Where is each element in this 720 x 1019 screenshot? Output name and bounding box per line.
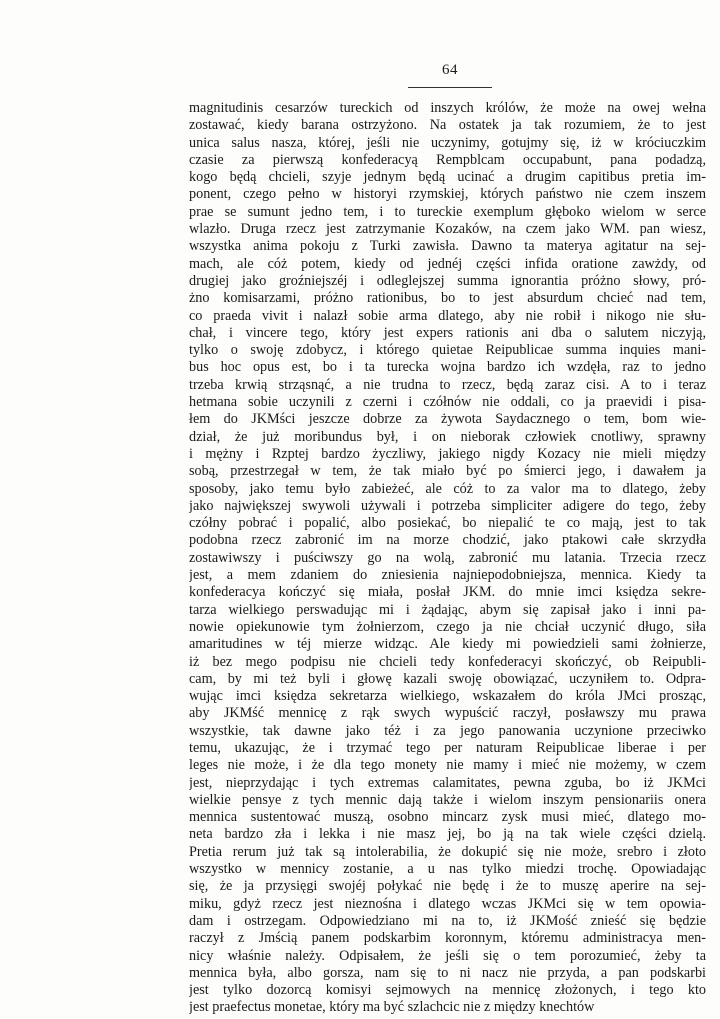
text-line: i mężny i Rzptej bardzo życzliwy, jakiego nigdy Kozacy nie mieli między xyxy=(189,445,706,462)
text-line: czółny pobrać i popalić, albo posiekać, bo niepalić te co mają, jest to tak xyxy=(189,515,706,532)
text-line: jest praefectus monetae, który ma być szlachcic nie z między knechtów xyxy=(189,999,595,1016)
page-number: 64 xyxy=(442,62,458,78)
text-line: zostawać, kiedy barana ostrzyżono. Na ostatek ja tak rozumiem, że to jest xyxy=(189,117,706,134)
text-line: łem do JKMści jeszcze dobrze za żywota Saydacznego o tem, bom wie- xyxy=(189,411,706,428)
text-line: czasie za pierwszą konfederacyą Rempblcam occupabunt, pana podadzą, xyxy=(189,151,706,168)
text-line: mennica sustentować muszą, osobno mincarz zysk musi mieć, dlatego mo- xyxy=(189,809,706,826)
text-line: jest, a mem zdaniem do zniesienia najniepodobniejsza, mennica. Kiedy ta xyxy=(189,567,706,584)
page-number-rule xyxy=(408,87,492,88)
text-line: jest tylko dozorcą komisyi sejmowych na mennicę złożonych, i tego kto xyxy=(189,982,706,999)
text-line: sobą, przestrzegał w tem, że tak miało być po śmierci jego, i dawałem ja xyxy=(189,463,706,480)
text-line: dział, że już moribundus był, i on nieborak człowiek cnotliwy, sprawny xyxy=(189,428,706,445)
body-text xyxy=(189,100,706,1017)
text-line: co praeda vivit i nalazł sobie arma dlatego, aby nie robił i nikogo nie słu- xyxy=(189,307,706,324)
text-line: się, że ja przysięgi swojéj połykać nie będę i że to muszę aperire na sej- xyxy=(189,878,706,895)
text-line: nowie opiekunowie tym żołnierzom, czego ja nie chciał uczynić długo, siła xyxy=(189,618,706,635)
text-line: kogo będą chcieli, szyje jednym będą ucinać a drugim capitibus pretia im- xyxy=(189,169,706,186)
text-line: drugiej jako groźniejszéj i odleglejszej summa ignorantia próżno słowy, pró- xyxy=(189,272,706,289)
text-line: dam i ostrzegam. Odpowiedziano mi na to, iż JKMość znieść się będzie xyxy=(189,912,706,929)
text-line: zostawiwszy i puściwszy go na wolą, zabronić mu latania. Trzecia rzecz xyxy=(189,549,706,566)
text-line: chał, i vincere tego, który jest expers rationis ani dba o salutem niczyją, xyxy=(189,324,706,341)
text-line: tarza wielkiego perswadując mi i żądając, abym się zapisał jako i inni pa- xyxy=(189,601,706,618)
text-line: mennica była, albo gorsza, nam się to ni nacz nie przyda, a pan podskarbi xyxy=(189,964,706,981)
text-line: jest, nieprzydając i tych extremas calamitates, pewna zguba, bo iż JKMci xyxy=(189,774,706,791)
text-line: wielkie pensye z tych mennic dają także i wielom inszym pensionariis onera xyxy=(189,791,706,808)
text-line: tylko o swoję zdobycz, i którego quietae Reipublicae summa inquies mani- xyxy=(189,342,706,359)
text-line: temu, ukazując, że i trzymać tego per naturam Reipublicae liberae i per xyxy=(189,739,706,756)
text-line: wszystka anima pokoju z Turki zawisła. Dawno ta materya agitatur na sej- xyxy=(189,238,706,255)
text-line: aby JKMść mennicę z rąk swych wypuścić raczył, posławszy mu prawa xyxy=(189,705,706,722)
text-line: wszystko w mennicy zostanie, a u nas tylko miedzi trochę. Opowiadając xyxy=(189,861,706,878)
text-line: unica salus nasza, której, jeśli nie uczynimy, gotujmy się, iż w króciuczkim xyxy=(189,134,706,151)
text-line: amaritudines w téj mierze widząc. Ale kiedy mi powiedzieli sami żołnierze, xyxy=(189,636,706,653)
text-line: trzeba krwią strząsnąć, a nie trudna to rzecz, będą zaraz cisi. A to i teraz xyxy=(189,376,706,393)
text-line: wując imci księdza sekretarza wielkiego, wskazałem do króla JMci prosząc, xyxy=(189,688,706,705)
text-line: mach, ale cóż potem, kiedy od jednéj części infida oratione zawżdy, od xyxy=(189,255,706,272)
text-line: magnitudinis cesarzów tureckich od inszych królów, że może na owej wełna xyxy=(189,100,706,116)
text-line: cam, by mi też byli i głowę kazali swoję obowiązać, uczyniłem to. Odpra- xyxy=(189,670,706,687)
text-line: Pretia rerum już tak są intolerabilia, że dokupić się nie może, srebro i złoto xyxy=(189,843,706,860)
text-line: wlazło. Druga rzecz jest zatrzymanie Kozaków, na czem jako WM. pan wiesz, xyxy=(189,221,706,238)
text-line: konfederacya kończyć się miała, posłał JKM. do mnie imci księdza sekre- xyxy=(189,584,706,601)
text-line: sposoby, jako temu było zabieżeć, ale cóż to za valor ma to dlatego, żeby xyxy=(189,480,706,497)
text-line: neta bardzo zła i lekka i nie masz jej, bo ją na tak wiele części dzielą. xyxy=(189,826,706,843)
text-line: żno komisarzami, próżno rationibus, bo to jest absurdum chcieć nad tem, xyxy=(189,290,706,307)
text-line: leges nie może, i że dla tego monety nie mamy i mieć nie możemy, w czem xyxy=(189,757,706,774)
text-line: raczył z Jmścią panem podskarbim koronnym, któremu administracya men- xyxy=(189,930,706,947)
text-line: podobna rzecz zabronić im na morze chodzić, jako ptakowi całe skrzydła xyxy=(189,532,706,549)
text-line: ponent, czego pełno w historyi rzymskiej, których państwo nie czem inszem xyxy=(189,186,706,203)
text-line: wszystkie, tak dawne jako téż i za jego panowania uczynione przeciwko xyxy=(189,722,706,739)
text-line: miku, gdyż rzecz jest nieznośna i dlatego wczas JKMci się w tem opowia- xyxy=(189,895,706,912)
text-line: nicy właśnie należy. Odpisałem, że jeśli się o tem porozumieć, żeby ta xyxy=(189,947,706,964)
text-line: bus hoc opus est, bo i ta turecka wojna bardzo ich wzdęła, raz to jedno xyxy=(189,359,706,376)
text-line: prae se sumunt jedno tem, i to tureckie exemplum głęboko wielom w serce xyxy=(189,203,706,220)
text-line: hetmana sobie uczynili z czerni i czółnów nie oddali, co ja praevidi i pisa- xyxy=(189,394,706,411)
text-line: jako największej swywoli używali i potrzeba simpliciter adigere do tego, żeby xyxy=(189,497,706,514)
text-line: iż bez mego podpisu nie chcieli tedy konfederacyi skończyć, ob Reipubli- xyxy=(189,653,706,670)
